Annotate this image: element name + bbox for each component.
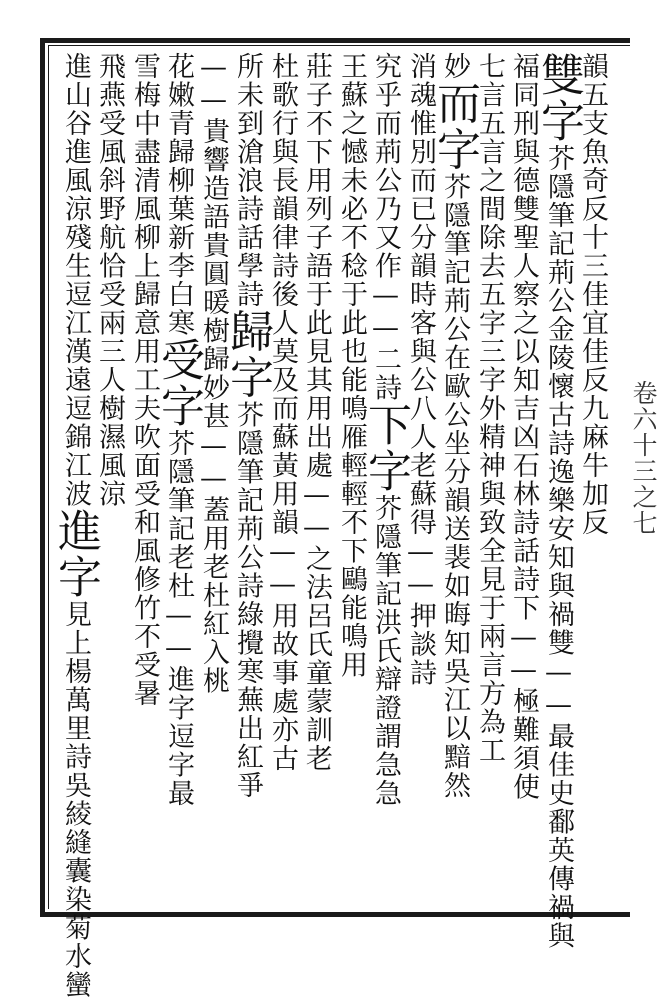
text-column xyxy=(227,52,267,800)
border-inner-top xyxy=(48,45,630,46)
text-segment: 花嫩青歸柳葉新李白寒 xyxy=(163,52,194,337)
text-column xyxy=(262,52,302,773)
text-segment: 福同刑與德雙聖人察之以知吉凶石林詩話詩下——極難須使 xyxy=(508,52,539,801)
text-segment: 杜歌行與長韻律詩後人莫及而蘇黃用韻——用故事處亦古 xyxy=(267,52,298,773)
entry-heading: 下字 xyxy=(360,402,411,494)
text-segment: 芥隱筆記荊公詩綠攪寒蕪出紅爭 xyxy=(232,401,263,800)
text-segment: 知與禍雙——最佳史鄱英傳禍與 xyxy=(543,543,574,950)
text-segment: 究乎而荊公乃又作——二詩 xyxy=(370,52,401,402)
text-segment: 芥隱筆記荊公在歐公坐分韻送裴如晦知吳江以黯然 xyxy=(439,173,470,800)
text-segment: 見上楊萬里詩吳 xyxy=(60,600,91,800)
text-segment: 綾縫囊染菊水蠻 xyxy=(60,800,91,999)
border-top xyxy=(40,38,630,43)
text-segment: 宜佳反九麻牛加反 xyxy=(577,309,608,537)
text-segment: 消魂惟別而已分韻時客與公八人老蘇得——押談詩 xyxy=(405,52,436,687)
text-column xyxy=(158,52,198,808)
text-column xyxy=(400,52,440,687)
text-segment: 所未到滄浪詩話學詩 xyxy=(232,52,263,309)
text-segment: 芥隱筆記荊公金陵懷古詩逸樂安 xyxy=(543,144,574,543)
text-column xyxy=(331,52,371,679)
text-segment: 妙 xyxy=(439,52,470,81)
text-column xyxy=(89,52,129,508)
margin-volume-label: 卷六十三之七 xyxy=(625,380,661,536)
entry-heading: 而字 xyxy=(429,81,480,173)
text-column xyxy=(124,52,164,708)
text-segment: 芥隱筆記老杜——進字逗字最 xyxy=(163,429,194,808)
text-segment: 王蘇之憾未必不稔于此也 xyxy=(336,52,367,366)
text-segment: ——貴響造語貴圓 xyxy=(198,52,229,288)
text-segment: 韻五支魚奇反十三佳 xyxy=(577,52,608,309)
text-segment: 芥隱筆記洪氏辯證謂急急 xyxy=(370,494,401,808)
text-segment: 暖樹歸妙甚——蓋用老杜紅入桃 xyxy=(198,288,229,695)
text-segment: 莊子不下用列子語于此見其用出處——之法呂氏童蒙訓老 xyxy=(301,52,332,773)
text-column xyxy=(434,52,474,800)
border-left xyxy=(40,38,45,917)
text-segment: 能鳴雁輕輕不下鷗能鳴用 xyxy=(336,366,367,680)
text-column xyxy=(503,52,543,801)
text-column xyxy=(538,52,578,950)
text-segment: 用工夫吹面受和風修竹不受暑 xyxy=(129,337,160,708)
entry-heading: 進字 xyxy=(50,508,101,600)
text-column xyxy=(55,52,95,999)
text-segment: 進山谷進風涼殘生逗江漢遠逗錦江波 xyxy=(60,52,91,508)
entry-heading: 歸字 xyxy=(222,309,273,401)
text-column xyxy=(296,52,336,773)
entry-heading: 受字 xyxy=(153,337,204,429)
text-segment: 飛燕受風斜野航恰受兩三人樹濕風涼 xyxy=(94,52,125,508)
border-inner-left xyxy=(48,45,49,909)
entry-heading: 雙字 xyxy=(533,52,584,144)
text-segment: 七言五言之間除去五字三字外精神與致全見于兩言方為工 xyxy=(474,52,505,765)
text-segment: 雪梅中盡清風柳上歸意 xyxy=(129,52,160,337)
text-column xyxy=(365,52,405,808)
